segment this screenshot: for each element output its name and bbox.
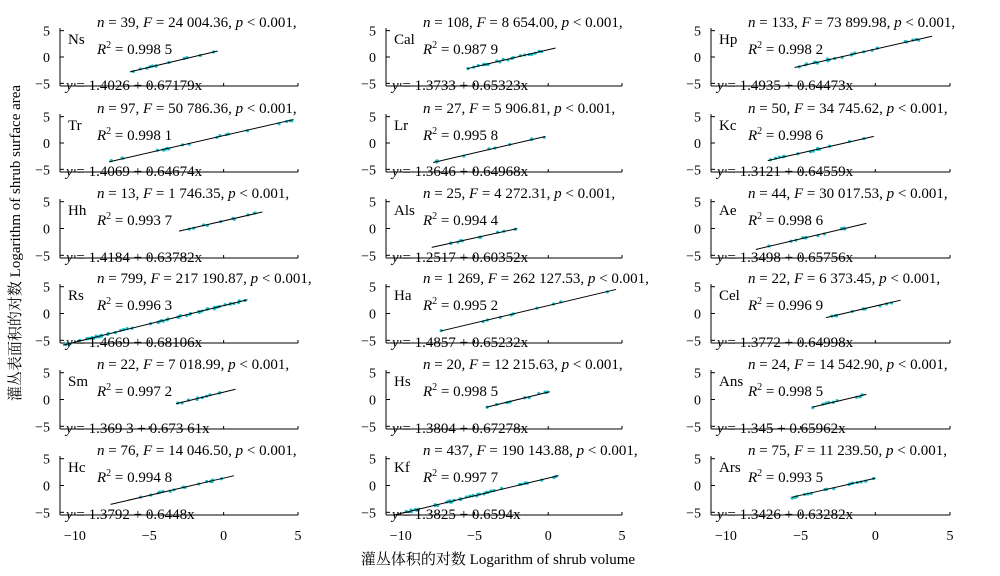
r-squared-label: $R^2 = 0.998$ 5 (97, 40, 173, 58)
statistics-label: n = 25, F = 4 272.31, p < 0.001, (423, 186, 616, 202)
y-tick-label: −5 (35, 163, 50, 179)
r-squared-label: $R^2 = 0.997$ 7 (423, 468, 499, 486)
regression-equation: y = 1.3804 + 0.67278x (392, 421, 529, 437)
regression-equation: y = 1.3825 + 0.6594x (392, 507, 521, 523)
panel-ars (686, 443, 953, 544)
regression-equation: y = 1.3646 + 0.64968x (392, 164, 529, 180)
statistics-label: n = 76, F = 14 046.50, p < 0.001, (97, 443, 297, 459)
y-tick-label: 5 (369, 452, 376, 468)
panel-hp (686, 15, 955, 94)
r-squared-label: $R^2 = 0.996$ 3 (97, 296, 173, 314)
species-label: Cal (394, 32, 415, 48)
y-tick-label: 0 (43, 307, 50, 323)
y-tick-label: 0 (43, 51, 50, 66)
x-tick-label: −5 (141, 529, 157, 544)
y-tick-label: −5 (686, 334, 701, 350)
species-label: Lr (394, 118, 409, 134)
y-tick-label: −5 (35, 77, 50, 93)
statistics-label: n = 24, F = 14 542.90, p < 0.001, (748, 357, 948, 373)
regression-equation: y = 1.4026 + 0.67179x (66, 78, 203, 94)
species-label: Rs (68, 288, 84, 304)
y-tick-label: 5 (43, 280, 50, 296)
statistics-label: n = 13, F = 1 746.35, p < 0.001, (97, 186, 290, 202)
species-label: Ns (68, 32, 85, 48)
panel-ns (35, 15, 298, 94)
y-tick-label: −5 (686, 420, 701, 436)
statistics-label: n = 108, F = 8 654.00, p < 0.001, (423, 15, 623, 31)
r-squared-label: $R^2 = 0.998$ 5 (423, 382, 499, 400)
regression-equation: y = 1.369 3 + 0.673 61x (66, 421, 210, 437)
panel-lr (361, 101, 622, 180)
x-tick-label: 5 (946, 529, 954, 544)
y-axis-title: 灌丛表面积的对数 Logarithm of shrub surface area (8, 84, 24, 402)
y-tick-label: 0 (369, 137, 376, 152)
y-tick-label: 5 (694, 24, 701, 40)
panel-tr (35, 101, 298, 180)
r-squared-label: $R^2 = 0.998$ 6 (748, 211, 824, 229)
species-label: Ha (394, 288, 412, 304)
species-label: Hs (394, 374, 411, 390)
y-tick-label: 0 (694, 51, 701, 66)
regression-equation: y = 1.2517 + 0.60352x (392, 250, 529, 266)
x-tick-label: 0 (544, 529, 552, 544)
y-tick-label: 0 (369, 479, 376, 495)
regression-equation: y = 1.3121 + 0.64559x (717, 164, 854, 180)
panel-als (361, 186, 622, 266)
y-tick-label: 0 (694, 393, 701, 409)
regression-equation: y = 1.3498 + 0.65756x (717, 250, 854, 266)
regression-equation: y = 1.3733 + 0.65323x (392, 78, 529, 94)
y-tick-label: −5 (361, 249, 376, 265)
x-tick-label: 0 (220, 529, 228, 544)
r-squared-label: $R^2 = 0.993$ 7 (97, 211, 173, 229)
statistics-label: n = 20, F = 12 215.63, p < 0.001, (423, 357, 623, 373)
x-axis-title: 灌丛体积的对数 Logarithm of shrub volume (360, 552, 636, 568)
y-tick-label: 0 (694, 479, 701, 495)
x-tick-label: −10 (714, 529, 737, 544)
y-tick-label: 5 (43, 452, 50, 468)
y-tick-label: 0 (369, 51, 376, 66)
statistics-label: n = 97, F = 50 786.36, p < 0.001, (97, 101, 297, 117)
regression-line (826, 300, 901, 317)
y-tick-label: −5 (35, 249, 50, 265)
r-squared-label: $R^2 = 0.987$ 9 (423, 40, 499, 58)
statistics-label: n = 50, F = 34 745.62, p < 0.001, (748, 101, 948, 117)
regression-equation: y = 1.3772 + 0.64998x (717, 335, 854, 351)
y-tick-label: 5 (369, 195, 376, 211)
regression-line (176, 389, 236, 403)
regression-line (179, 212, 262, 231)
r-squared-label: $R^2 = 0.997$ 2 (97, 382, 173, 400)
y-tick-label: 5 (369, 280, 376, 296)
panel-ans (686, 357, 950, 437)
panel-hh (35, 186, 298, 266)
r-squared-label: $R^2 = 0.998$ 2 (748, 40, 824, 58)
y-tick-label: 0 (694, 307, 701, 323)
y-tick-label: 5 (694, 110, 701, 126)
species-label: Hp (719, 32, 738, 48)
x-tick-label: 0 (871, 529, 879, 544)
x-tick-label: −5 (467, 529, 482, 544)
regression-equation: y = 1.3426 + 0.63282x (717, 507, 854, 523)
r-squared-label: $R^2 = 0.994$ 4 (423, 211, 499, 229)
regression-equation: y = 1.4669 + 0.68106x (66, 335, 203, 351)
statistics-label: n = 22, F = 7 018.99, p < 0.001, (97, 357, 290, 373)
statistics-label: n = 75, F = 11 239.50, p < 0.001, (748, 443, 948, 459)
species-label: Ae (719, 203, 737, 219)
panel-kf (361, 443, 637, 544)
r-squared-label: $R^2 = 0.995$ 2 (423, 296, 499, 314)
statistics-label: n = 27, F = 5 906.81, p < 0.001, (423, 101, 616, 117)
x-tick-label: 5 (294, 529, 302, 544)
statistics-label: n = 44, F = 30 017.53, p < 0.001, (748, 186, 948, 202)
panel-hs (361, 357, 622, 437)
r-squared-label: $R^2 = 0.998$ 1 (97, 126, 173, 144)
panel-cel (686, 271, 950, 351)
statistics-label: n = 437, F = 190 143.88, p < 0.001, (423, 443, 638, 459)
y-tick-label: −5 (361, 506, 376, 522)
y-tick-label: 5 (369, 366, 376, 382)
y-tick-label: 5 (694, 366, 701, 382)
y-tick-label: 5 (369, 24, 376, 40)
panel-hc (35, 443, 301, 544)
x-tick-label: −10 (389, 529, 412, 544)
y-tick-label: −5 (35, 506, 50, 522)
regression-equation: y = 1.4069 + 0.64674x (66, 164, 203, 180)
y-tick-label: −5 (686, 77, 701, 93)
r-squared-label: $R^2 = 0.993$ 5 (748, 468, 824, 486)
y-tick-label: −5 (686, 506, 701, 522)
y-tick-label: 0 (43, 137, 50, 152)
panel-sm (35, 357, 298, 437)
y-tick-label: −5 (686, 163, 701, 179)
species-label: Als (394, 203, 415, 219)
y-tick-label: 0 (369, 222, 376, 238)
y-tick-label: 0 (43, 222, 50, 238)
regression-line (432, 229, 518, 248)
x-tick-label: 5 (618, 529, 626, 544)
species-label: Kf (394, 460, 410, 476)
y-tick-label: −5 (35, 334, 50, 350)
panel-ha (361, 271, 649, 351)
r-squared-label: $R^2 = 0.994$ 8 (97, 468, 173, 486)
regression-equation: y = 1.4857 + 0.65232x (392, 335, 529, 351)
y-tick-label: 5 (694, 452, 701, 468)
y-tick-label: 0 (43, 393, 50, 409)
statistics-label: n = 799, F = 217 190.87, p < 0.001, (97, 271, 312, 287)
y-tick-label: −5 (361, 77, 376, 93)
r-squared-label: $R^2 = 0.995$ 8 (423, 126, 499, 144)
y-tick-label: 5 (43, 24, 50, 40)
r-squared-label: $R^2 = 0.998$ 5 (748, 382, 824, 400)
species-label: Kc (719, 118, 737, 134)
y-tick-label: 5 (43, 195, 50, 211)
species-label: Ans (719, 374, 744, 390)
panel-kc (686, 101, 950, 180)
panel-ae (686, 186, 950, 266)
y-tick-label: 5 (43, 110, 50, 126)
y-tick-label: 5 (43, 366, 50, 382)
y-tick-label: 0 (694, 222, 701, 238)
panels-group (35, 15, 955, 544)
species-label: Hh (68, 203, 87, 219)
r-squared-label: $R^2 = 0.996$ 9 (748, 296, 824, 314)
regression-equation: y = 1.4935 + 0.64473x (717, 78, 854, 94)
statistics-label: n = 39, F = 24 004.36, p < 0.001, (97, 15, 297, 31)
y-tick-label: −5 (686, 249, 701, 265)
y-tick-label: −5 (361, 420, 376, 436)
y-tick-label: 0 (43, 479, 50, 495)
regression-equation: y = 1.3792 + 0.6448x (66, 507, 195, 523)
statistics-label: n = 22, F = 6 373.45, p < 0.001, (748, 271, 941, 287)
r-squared-label: $R^2 = 0.998$ 6 (748, 126, 824, 144)
y-tick-label: −5 (361, 163, 376, 179)
panel-cal (361, 15, 622, 94)
species-label: Hc (68, 460, 86, 476)
panel-rs (35, 271, 311, 351)
species-label: Sm (68, 374, 89, 390)
regression-equation: y = 1.4184 + 0.63782x (66, 250, 203, 266)
species-label: Tr (68, 118, 82, 134)
y-tick-label: 5 (369, 110, 376, 126)
y-tick-label: 0 (369, 307, 376, 323)
x-tick-label: −10 (63, 529, 86, 544)
y-tick-label: −5 (35, 420, 50, 436)
x-tick-label: −5 (793, 529, 809, 544)
regression-equation: y = 1.345 + 0.65962x (717, 421, 846, 437)
statistics-label: n = 133, F = 73 899.98, p < 0.001, (748, 15, 956, 31)
y-tick-label: −5 (361, 334, 376, 350)
y-tick-label: 5 (694, 280, 701, 296)
species-label: Ars (719, 460, 741, 476)
y-tick-label: 5 (694, 195, 701, 211)
y-tick-label: 0 (694, 137, 701, 152)
species-label: Cel (719, 288, 740, 304)
y-tick-label: 0 (369, 393, 376, 409)
statistics-label: n = 1 269, F = 262 127.53, p < 0.001, (423, 271, 649, 287)
